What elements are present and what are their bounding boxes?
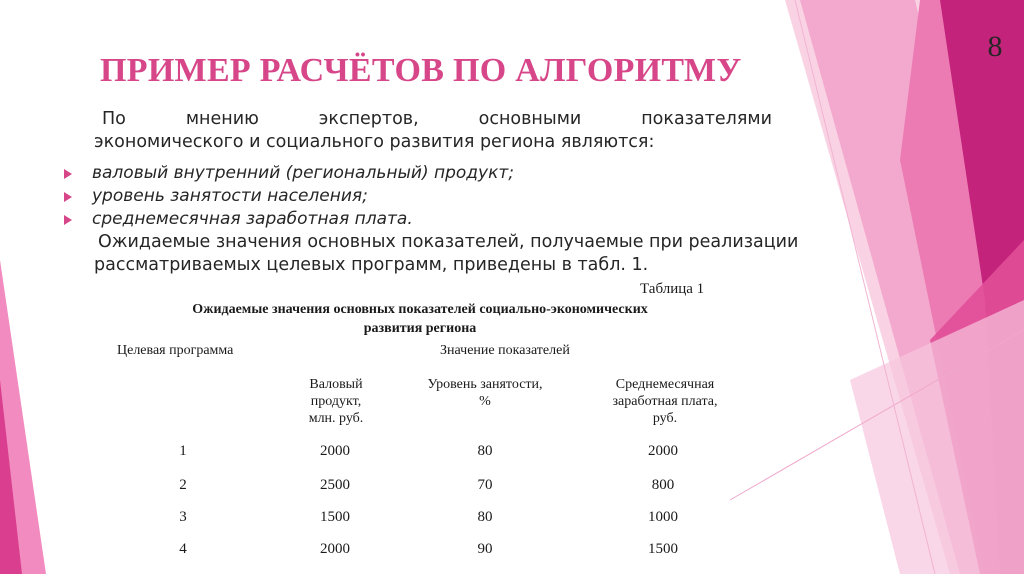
table-cell-gdp: 1500 — [320, 509, 350, 525]
indicator-list — [64, 162, 514, 231]
table-cell-program: 4 — [179, 541, 187, 557]
table-cell-employment: 70 — [477, 477, 493, 493]
subheader-line: руб. — [652, 411, 678, 426]
list-item — [64, 208, 514, 231]
intro-word: экспертов, — [318, 109, 419, 129]
table-label: Таблица 1 — [640, 281, 705, 297]
table-cell-gdp: 2500 — [320, 477, 350, 493]
list-item-text: среднемесячная заработная плата. — [92, 209, 413, 229]
bullet-arrow-icon — [64, 192, 72, 202]
table-cell-salary: 1000 — [648, 509, 678, 525]
intro-line-1 — [94, 108, 772, 131]
table-cell-program: 1 — [179, 443, 187, 459]
subheader-line: Валовый — [309, 377, 363, 392]
list-item — [64, 185, 514, 208]
table-cell-salary: 2000 — [648, 443, 678, 459]
table-cell-program: 3 — [179, 509, 187, 525]
list-item-text: валовый внутренний (региональный) продукт; — [92, 163, 514, 183]
intro-word: мнению — [185, 109, 259, 129]
intro-line-2: экономического и социального развития региона являются: — [94, 132, 655, 152]
subheader-line: Среднемесячная — [615, 377, 715, 392]
table-cell-employment: 80 — [477, 443, 493, 459]
subheader-line: % — [479, 394, 491, 409]
list-item-text: уровень занятости населения; — [92, 186, 368, 206]
bullet-arrow-icon — [64, 215, 72, 225]
intro-word: основными — [478, 109, 582, 129]
closing-line-1: Ожидаемые значения основных показателей, получаемые при реализации — [98, 232, 799, 252]
column-header-program: Целевая программа — [117, 343, 234, 358]
subheader-employment — [410, 376, 560, 410]
table-cell-gdp: 2000 — [320, 443, 350, 459]
intro-paragraph — [94, 108, 772, 154]
subheader-line: млн. руб. — [308, 411, 364, 426]
closing-line-2: рассматриваемых целевых программ, приведены в табл. 1. — [94, 255, 649, 275]
subheader-line: Уровень занятости, — [427, 377, 543, 392]
slide-title: ПРИМЕР РАСЧЁТОВ ПО АЛГОРИТМУ — [100, 52, 742, 89]
table-cell-salary: 800 — [651, 477, 675, 493]
table-cell-gdp: 2000 — [320, 541, 350, 557]
table-cell-employment: 80 — [477, 509, 493, 525]
bullet-arrow-icon — [64, 169, 72, 179]
subheader-line: заработная плата, — [612, 394, 718, 409]
table-caption-line-1: Ожидаемые значения основных показателей социально-экономических — [192, 302, 648, 317]
right-soft-triangle — [850, 300, 1024, 574]
intro-word: показателями — [641, 109, 772, 129]
subheader-line: продукт, — [310, 394, 362, 409]
closing-paragraph — [94, 231, 799, 277]
table-cell-program: 2 — [179, 477, 187, 493]
table-cell-salary: 1500 — [648, 541, 678, 557]
table-caption-line-2: развития региона — [363, 321, 477, 336]
column-header-values: Значение показателей — [440, 343, 570, 358]
table-caption — [140, 300, 700, 338]
slide-number: 8 — [987, 30, 1003, 63]
subheader-gdp — [286, 376, 386, 427]
table-cell-employment: 90 — [477, 541, 493, 557]
subheader-salary — [595, 376, 735, 427]
intro-word: По — [102, 109, 126, 129]
list-item — [64, 162, 514, 185]
